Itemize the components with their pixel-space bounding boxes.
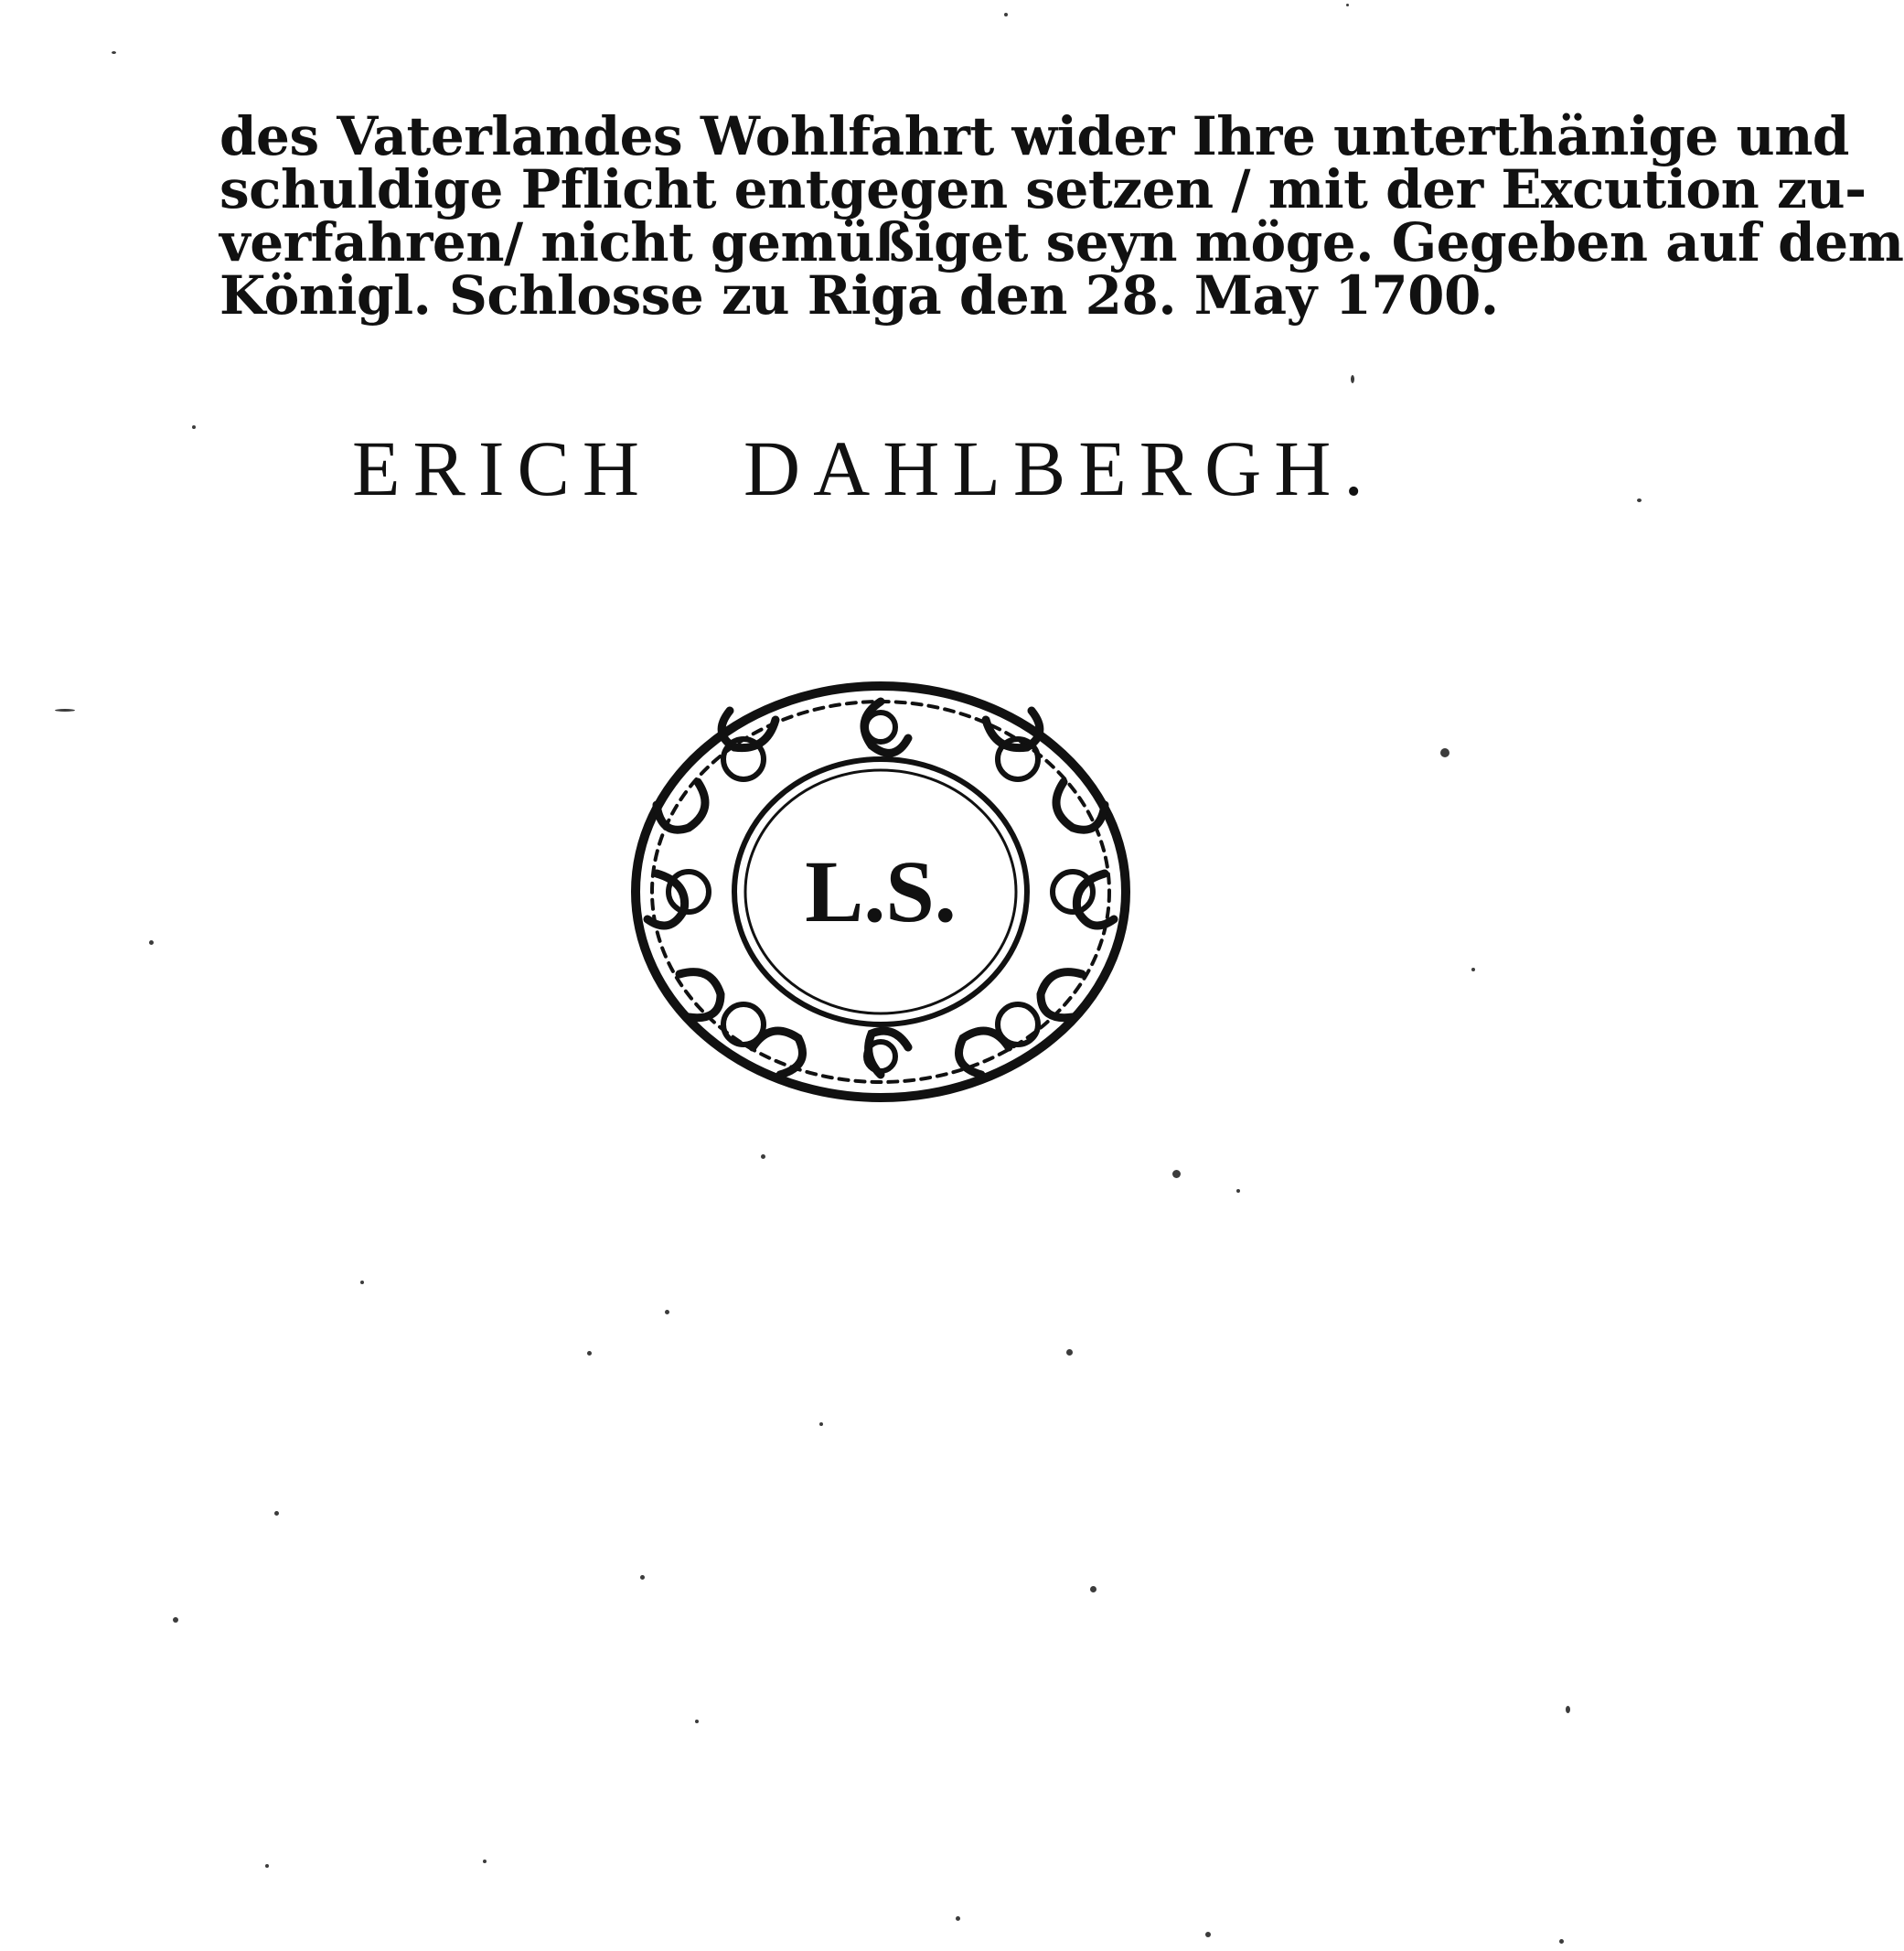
text-line-4: Königl. Schlosse zu Riga den 28. May 1700.: [219, 264, 1499, 327]
seal-stamp: [625, 672, 1137, 1111]
text-line-1: des Vaterlandes Wohlfahrt wider Ihre unterthänige und: [219, 105, 1849, 167]
seal-label: L.S.: [805, 842, 957, 940]
text-line-2: schuldige Pflicht entgegen setzen / mit der Excution zu-: [219, 158, 1867, 220]
seal-ornament-icon: [625, 672, 1137, 1111]
signature-first-name: ERICH: [352, 424, 652, 512]
text-line-3: verfahren/ nicht gemüßiget seyn möge. Gegeben auf dem: [219, 211, 1904, 273]
document-text: [219, 105, 1904, 327]
signature-last-name: DAHLBERGH.: [743, 424, 1376, 512]
signature: [352, 423, 1449, 514]
